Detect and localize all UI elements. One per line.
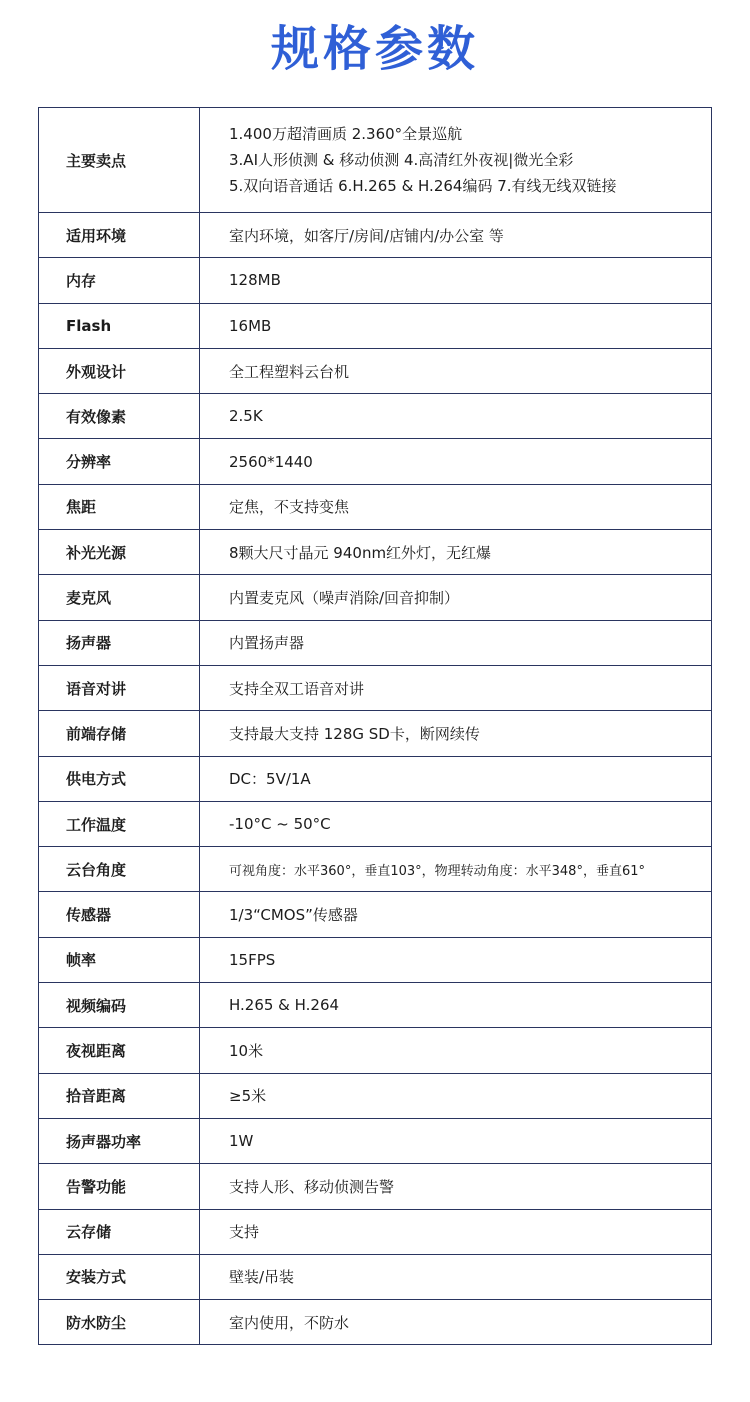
table-row	[39, 937, 712, 982]
spec-value: 壁装/吊装	[200, 1254, 712, 1299]
table-row	[39, 530, 712, 575]
table-row	[39, 801, 712, 846]
spec-value: 定焦，不支持变焦	[200, 484, 712, 529]
spec-label: 供电方式	[39, 756, 200, 801]
table-row	[39, 983, 712, 1028]
table-row	[39, 1118, 712, 1163]
spec-value: 内置扬声器	[200, 620, 712, 665]
spec-label: 传感器	[39, 892, 200, 937]
table-row	[39, 1028, 712, 1073]
spec-label: 安装方式	[39, 1254, 200, 1299]
table-row	[39, 258, 712, 303]
spec-value: 室内使用，不防水	[200, 1300, 712, 1345]
highlight-line: 5.双向语音通话 6.H.265 & H.264编码 7.有线无线双链接	[229, 177, 617, 195]
spec-label: 适用环境	[39, 213, 200, 258]
spec-value: 2.5K	[200, 394, 712, 439]
table-row	[39, 711, 712, 756]
spec-label: 扬声器功率	[39, 1118, 200, 1163]
table-row	[39, 439, 712, 484]
spec-label: 云存储	[39, 1209, 200, 1254]
table-row	[39, 213, 712, 258]
spec-value: 支持全双工语音对讲	[200, 665, 712, 710]
table-row	[39, 1164, 712, 1209]
spec-label: 焦距	[39, 484, 200, 529]
highlight-line: 1.400万超清画质 2.360°全景巡航	[229, 125, 463, 143]
table-row	[39, 303, 712, 348]
spec-label: 分辨率	[39, 439, 200, 484]
spec-label: 扬声器	[39, 620, 200, 665]
spec-label: 拾音距离	[39, 1073, 200, 1118]
highlight-line: 3.AI人形侦测 & 移动侦测 4.高清红外夜视|微光全彩	[229, 151, 574, 169]
spec-label: 前端存储	[39, 711, 200, 756]
spec-label: 有效像素	[39, 394, 200, 439]
spec-value-highlights	[200, 108, 712, 213]
table-row	[39, 1300, 712, 1345]
spec-value: -10°C ~ 50°C	[200, 801, 712, 846]
table-row	[39, 394, 712, 439]
spec-value: 128MB	[200, 258, 712, 303]
table-row	[39, 665, 712, 710]
table-row	[39, 892, 712, 937]
spec-value: 16MB	[200, 303, 712, 348]
table-row	[39, 575, 712, 620]
table-row	[39, 1073, 712, 1118]
spec-label: 工作温度	[39, 801, 200, 846]
spec-label: 内存	[39, 258, 200, 303]
spec-label: 视频编码	[39, 983, 200, 1028]
spec-label: 麦克风	[39, 575, 200, 620]
spec-value: 10米	[200, 1028, 712, 1073]
spec-value: 支持最大支持 128G SD卡，断网续传	[200, 711, 712, 756]
spec-value: 2560*1440	[200, 439, 712, 484]
table-row	[39, 1209, 712, 1254]
spec-label: 告警功能	[39, 1164, 200, 1209]
spec-label: 云台角度	[39, 847, 200, 892]
table-row	[39, 348, 712, 393]
table-row	[39, 756, 712, 801]
spec-value: 室内环境，如客厅/房间/店铺内/办公室 等	[200, 213, 712, 258]
spec-label: 补光光源	[39, 530, 200, 575]
spec-label: 主要卖点	[39, 108, 200, 213]
spec-value: 1W	[200, 1118, 712, 1163]
spec-value: 8颗大尺寸晶元 940nm红外灯，无红爆	[200, 530, 712, 575]
spec-label: 帧率	[39, 937, 200, 982]
spec-value: 可视角度：水平360°，垂直103°，物理转动角度：水平348°，垂直61°	[200, 847, 712, 892]
spec-value: DC：5V/1A	[200, 756, 712, 801]
spec-value: 全工程塑料云台机	[200, 348, 712, 393]
spec-value: 支持	[200, 1209, 712, 1254]
spec-label: 外观设计	[39, 348, 200, 393]
spec-value: ≥5米	[200, 1073, 712, 1118]
spec-label: Flash	[39, 303, 200, 348]
table-row	[39, 484, 712, 529]
spec-value: 支持人形、移动侦测告警	[200, 1164, 712, 1209]
spec-value: H.265 & H.264	[200, 983, 712, 1028]
table-row	[39, 847, 712, 892]
spec-label: 防水防尘	[39, 1300, 200, 1345]
table-row	[39, 620, 712, 665]
page-title: 规格参数	[270, 21, 479, 77]
spec-value: 1/3“CMOS”传感器	[200, 892, 712, 937]
table-row	[39, 108, 712, 213]
spec-label: 夜视距离	[39, 1028, 200, 1073]
spec-label: 语音对讲	[39, 665, 200, 710]
spec-table	[38, 107, 712, 1345]
spec-value: 内置麦克风（噪声消除/回音抑制）	[200, 575, 712, 620]
spec-value: 15FPS	[200, 937, 712, 982]
table-row	[39, 1254, 712, 1299]
